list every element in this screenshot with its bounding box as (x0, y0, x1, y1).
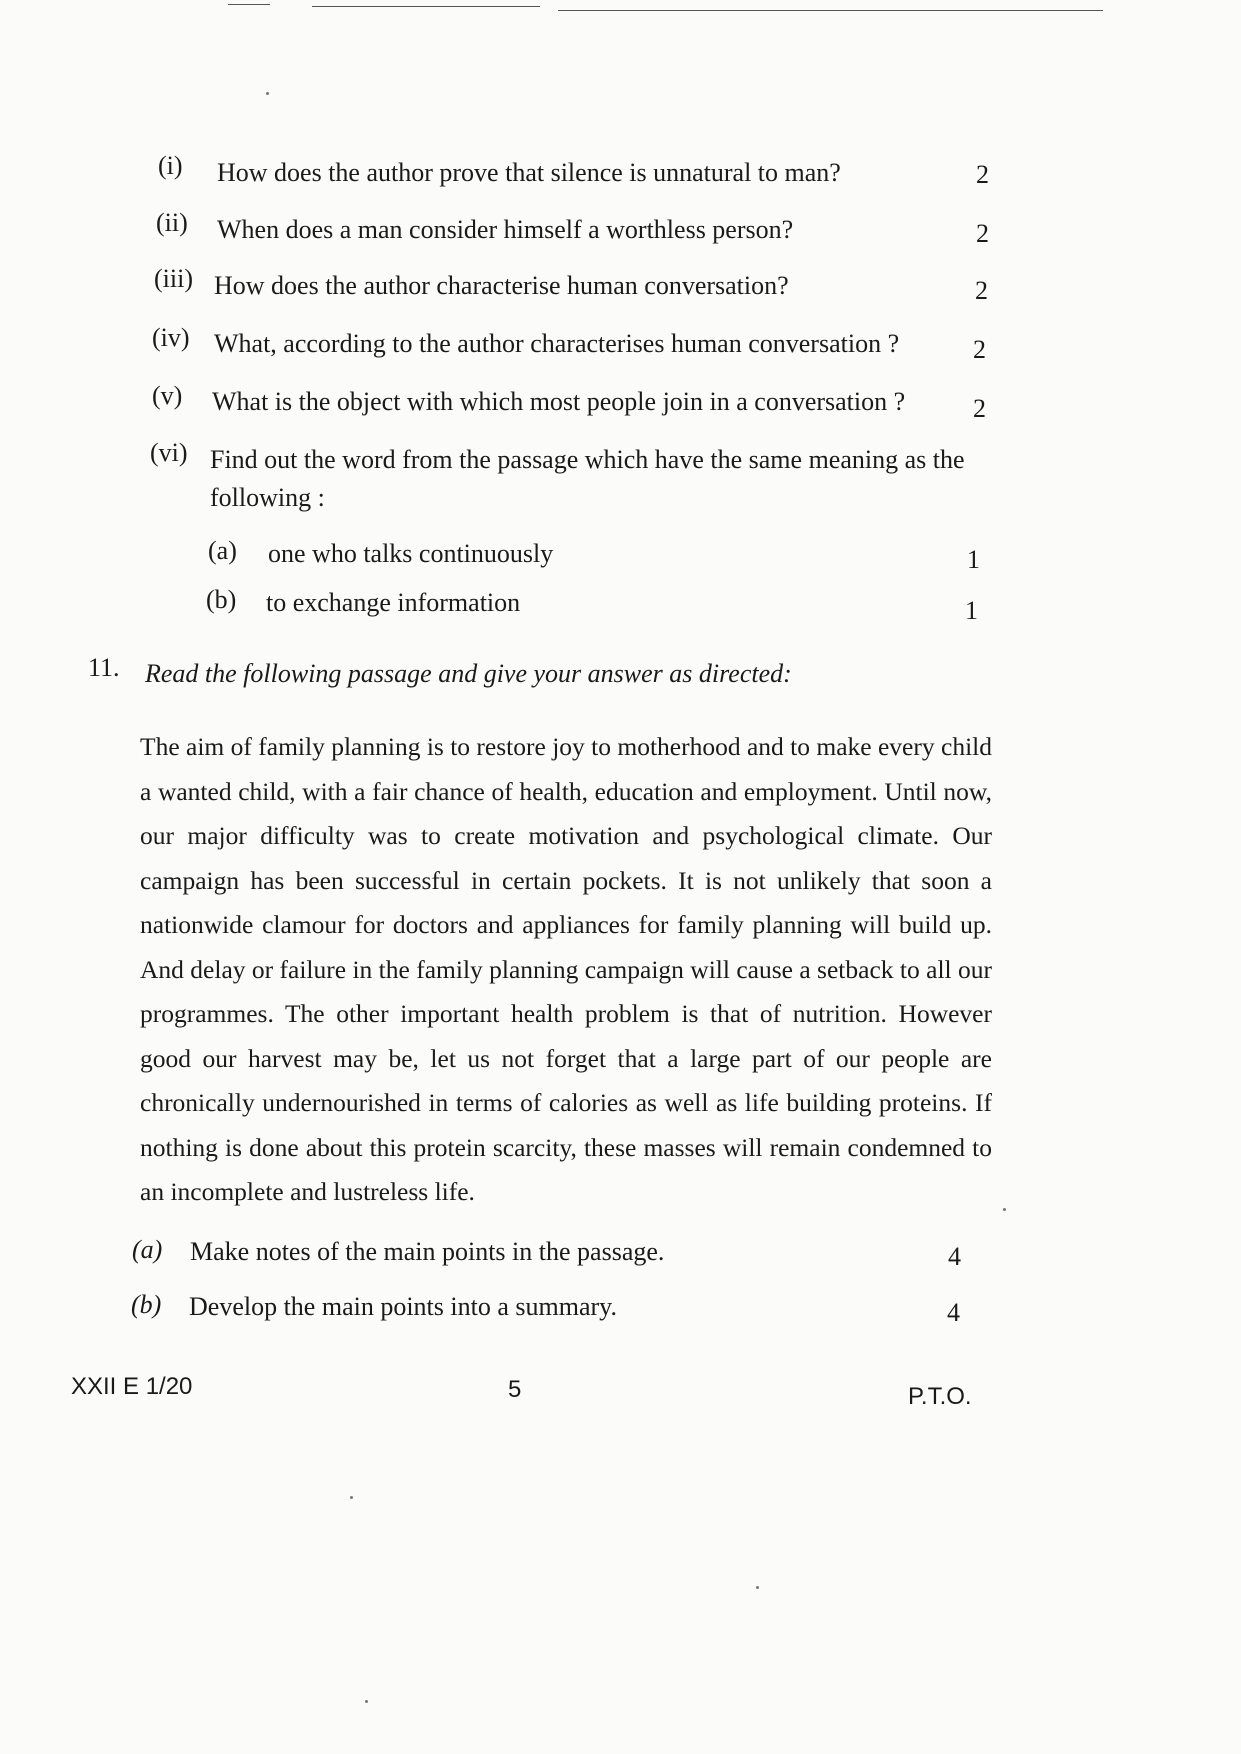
question-text: How does the author characterise human conversation? (214, 271, 789, 300)
sub-item-marks: 1 (965, 596, 978, 625)
question-marks: 2 (973, 335, 986, 364)
top-rule-right (558, 10, 1103, 11)
question-number: (v) (152, 381, 183, 410)
task-text: Make notes of the main points in the passage. (190, 1237, 665, 1266)
question-text: How does the author prove that silence is unnatural to man? (217, 158, 841, 187)
scan-speck (365, 1700, 368, 1703)
question-number: (i) (158, 151, 183, 180)
question-marks: 2 (976, 160, 989, 189)
question-marks: 2 (976, 219, 989, 248)
scan-speck (350, 1496, 353, 1499)
task-label: (a) (132, 1235, 163, 1264)
task-marks: 4 (947, 1298, 960, 1327)
question-number: (vi) (150, 438, 188, 467)
page-number: 5 (508, 1376, 522, 1403)
passage: The aim of family planning is to restore joy to motherhood and to make every child a wanted child, with a fair chance of health, education and employment. Until now, our major difficulty was to create motivation and psychological climate. Our campaign has been successful in certain pockets. It is not unlikely that soon a nationwide clamour for doctors and appliances for family planning will build up. And delay or failure in the family planning campaign will cause a setback to all our programmes. The other important health problem is that of nutrition. However good our harvest may be, let us not forget that a large part of our people are chronically undernourished in terms of calories as well as life building proteins. If nothing is done about this protein scarcity, these masses will remain condemned to an incomplete and lustreless life. (140, 732, 992, 1206)
question-number: (iv) (152, 323, 190, 352)
question-text: What, according to the author characterises human conversation ? (214, 329, 900, 358)
sub-item-label: (b) (206, 585, 237, 614)
scan-speck (756, 1586, 759, 1589)
pto-label: P.T.O. (908, 1383, 972, 1410)
paper-code: XXII E 1/20 (71, 1373, 193, 1400)
question-marks: 2 (973, 394, 986, 423)
question-text: Find out the word from the passage which have the same meaning as the following : (210, 445, 965, 512)
question-number: (iii) (154, 264, 193, 293)
scan-speck (266, 92, 269, 95)
top-rule-left (228, 4, 270, 5)
sub-item-marks: 1 (967, 545, 980, 574)
sub-item-label: (a) (208, 536, 237, 565)
question-marks: 2 (975, 276, 988, 305)
question-text: What is the object with which most people join in a conversation ? (212, 387, 906, 416)
question-11-instruction: Read the following passage and give your answer as directed: (145, 659, 792, 688)
task-label: (b) (131, 1290, 162, 1319)
sub-item-text: one who talks continuously (268, 539, 554, 568)
task-text: Develop the main points into a summary. (189, 1292, 617, 1321)
question-11-number: 11. (88, 653, 120, 682)
task-marks: 4 (948, 1242, 961, 1271)
top-rule-middle (312, 6, 540, 7)
question-text: When does a man consider himself a worthless person? (217, 215, 794, 244)
scan-speck (1003, 1208, 1006, 1211)
sub-item-text: to exchange information (266, 588, 521, 617)
question-number: (ii) (156, 208, 188, 237)
